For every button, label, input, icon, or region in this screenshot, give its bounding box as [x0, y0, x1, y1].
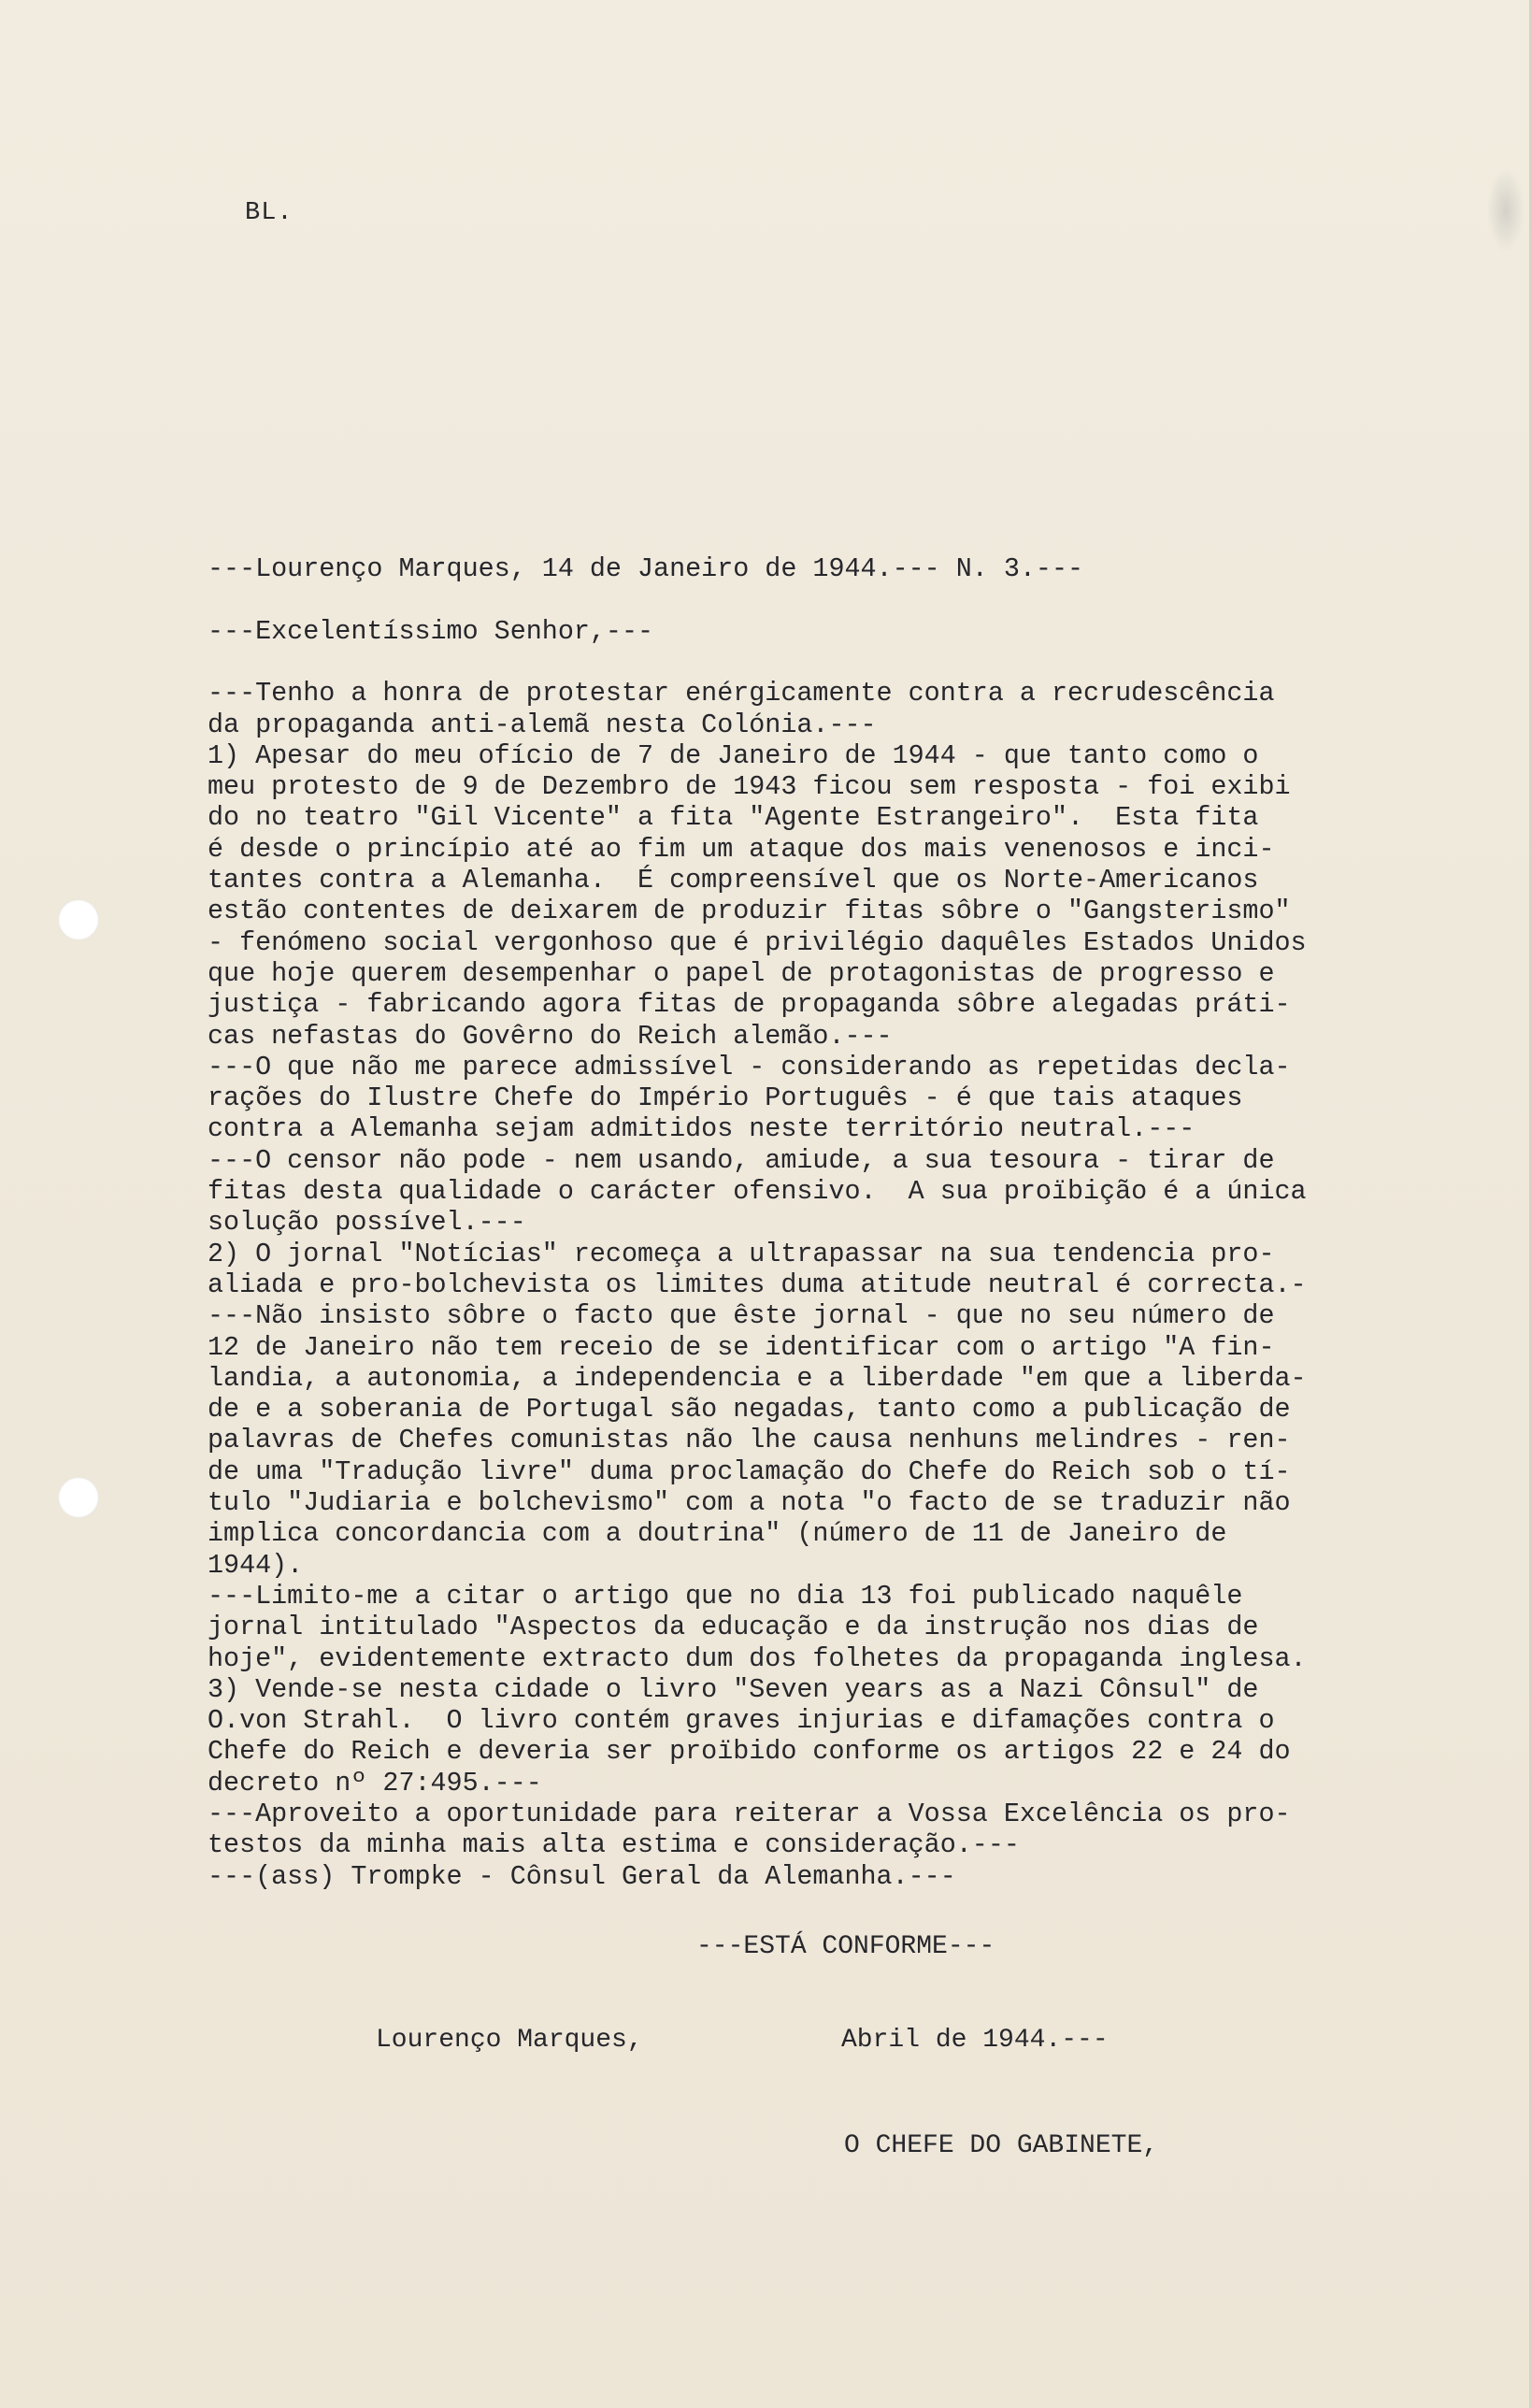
conforme-stamp: ---ESTÁ CONFORME--- [696, 1932, 995, 1961]
letter-line: de uma "Tradução livre" duma proclamação do Chefe do Reich sob o tí- [208, 1455, 1291, 1487]
letter-line: decreto nº 27:495.--- [208, 1767, 542, 1799]
letter-line: 3) Vende-se nesta cidade o livro "Seven years as a Nazi Cônsul" de [208, 1673, 1259, 1705]
letter-line: que hoje querem desempenhar o papel de protagonistas de progresso e [208, 957, 1275, 989]
letter-line: palavras de Chefes comunistas não lhe causa nenhuns melindres - ren- [208, 1425, 1291, 1456]
letter-line: landia, a autonomia, a independencia e a liberdade "em que a liberda- [208, 1362, 1307, 1394]
letter-line: tulo "Judiaria e bolchevismo" com a nota "o facto de se traduzir não [208, 1487, 1291, 1518]
letter-line: ---Limito-me a citar o artigo que no dia 13 foi publicado naquêle [208, 1580, 1243, 1612]
letter-line: aliada e pro-bolchevista os limites duma atitude neutral é correcta.- [208, 1268, 1307, 1300]
letter-line: de e a soberania de Portugal são negadas, tanto como a publicação de [208, 1394, 1291, 1426]
letter-line: rações do Ilustre Chefe do Império Português - é que tais ataques [208, 1082, 1243, 1114]
closing-place: Lourenço Marques, [376, 2026, 643, 2055]
letter-line: 1944). [208, 1549, 304, 1581]
letter-line: 2) O jornal "Notícias" recomeça a ultrapassar na sua tendencia pro- [208, 1238, 1275, 1269]
header-mark: BL. [245, 199, 294, 227]
closing-date: Abril de 1944.--- [841, 2026, 1109, 2055]
letter-line: ---(ass) Trompke - Cônsul Geral da Alemanha.--- [208, 1860, 956, 1892]
letter-line: ---Não insisto sôbre o facto que êste jornal - que no seu número de [208, 1300, 1275, 1332]
letter-line: jornal intitulado "Aspectos da educação e da instrução nos dias de [208, 1612, 1259, 1643]
letter-line: implica concordancia com a doutrina" (número de 11 de Janeiro de [208, 1518, 1227, 1550]
letter-line: ---O censor não pode - nem usando, amiude, a sua tesoura - tirar de [208, 1144, 1275, 1176]
letter-line: hoje", evidentemente extracto dum dos folhetes da propaganda inglesa. [208, 1642, 1307, 1674]
signatory-title: O CHEFE DO GABINETE, [844, 2131, 1159, 2160]
letter-line: ---Tenho a honra de protestar enérgicamente contra a recrudescência [208, 678, 1275, 710]
letter-line: fitas desta qualidade o carácter ofensivo. A sua proïbição é a única [208, 1176, 1307, 1207]
punch-hole-bottom [58, 1477, 99, 1518]
letter-line: ---Excelentíssimo Senhor,--- [208, 615, 654, 647]
letter-line: cas nefastas do Govêrno do Reich alemão.--- [208, 1020, 893, 1052]
letter-line: solução possível.--- [208, 1207, 526, 1239]
letter-line: O.von Strahl. O livro contém graves injurias e difamações contra o [208, 1705, 1275, 1737]
letter-line: 12 de Janeiro não tem receio de se identificar com o artigo "A fin- [208, 1331, 1275, 1363]
letter-line: é desde o princípio até ao fim um ataque dos mais venenosos e inci- [208, 833, 1275, 865]
letter-line: testos da minha mais alta estima e consideração.--- [208, 1829, 1020, 1861]
letter-line: estão contentes de deixarem de produzir fitas sôbre o "Gangsterismo" [208, 896, 1291, 927]
letter-line: contra a Alemanha sejam admitidos neste território neutral.--- [208, 1113, 1196, 1145]
letter-line: meu protesto de 9 de Dezembro de 1943 ficou sem resposta - foi exibi [208, 771, 1291, 803]
letter-line: da propaganda anti-alemã nesta Colónia.--- [208, 709, 877, 740]
letter-line: Chefe do Reich e deveria ser proïbido conforme os artigos 22 e 24 do [208, 1736, 1291, 1768]
letter-line: tantes contra a Alemanha. É compreensível que os Norte-Americanos [208, 865, 1259, 896]
letter-line: ---O que não me parece admissível - considerando as repetidas decla- [208, 1051, 1291, 1082]
letter-line: ---Lourenço Marques, 14 de Janeiro de 1944.--- N. 3.--- [208, 553, 1084, 584]
letter-line: - fenómeno social vergonhoso que é privilégio daquêles Estados Unidos [208, 926, 1307, 958]
letter-line: do no teatro "Gil Vicente" a fita "Agente Estrangeiro". Esta fita [208, 802, 1259, 834]
punch-hole-top [58, 899, 99, 940]
paper-stain [1487, 168, 1525, 252]
letter-line: justiça - fabricando agora fitas de propaganda sôbre alegadas práti- [208, 989, 1291, 1021]
letter-line: ---Aproveito a oportunidade para reiterar a Vossa Excelência os pro- [208, 1799, 1291, 1829]
letter-line: 1) Apesar do meu ofício de 7 de Janeiro de 1944 - que tanto como o [208, 739, 1259, 771]
